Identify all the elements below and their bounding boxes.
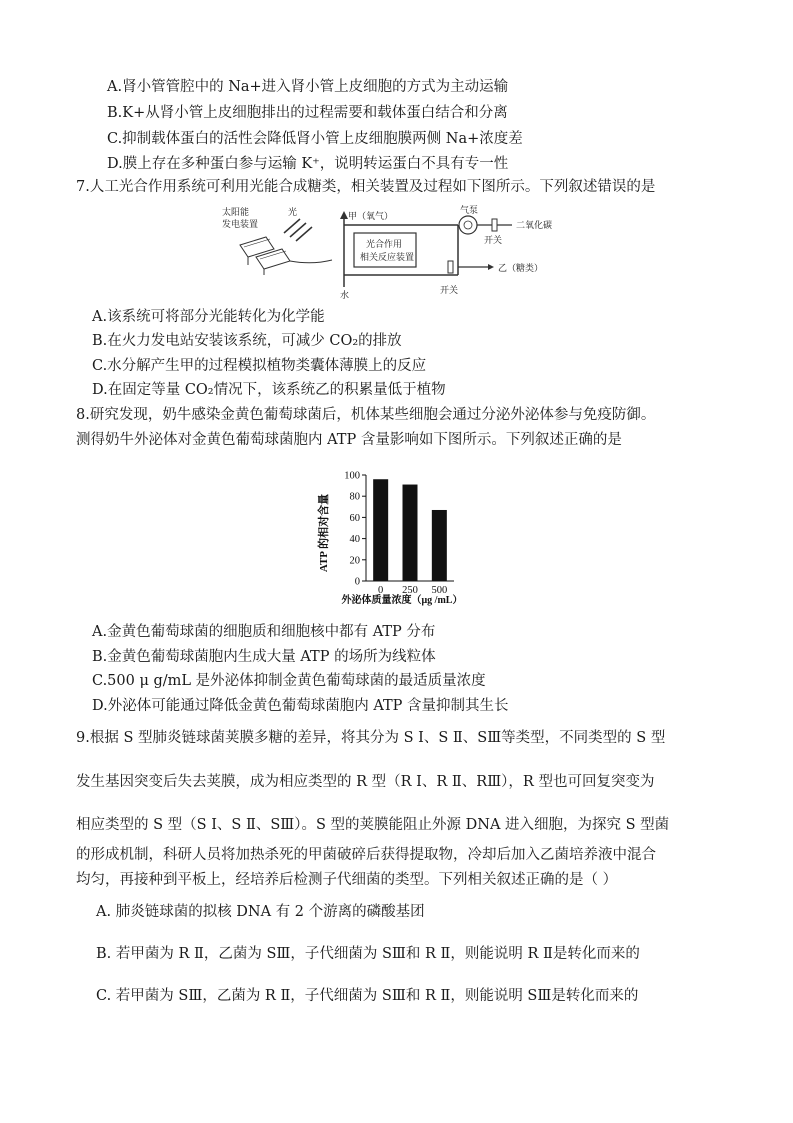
y-ticks xyxy=(344,471,366,588)
switch-top-icon xyxy=(492,219,497,231)
q8-option-d: D.外泌体可能通过降低金黄色葡萄球菌胞内 ATP 含量抑制其生长 xyxy=(92,698,509,714)
reaction-box-line-1: 光合作用 xyxy=(366,240,403,250)
switch-bottom-label: 开关 xyxy=(440,286,459,296)
q8-bar-chart xyxy=(314,463,484,608)
q6-option-d: D.膜上存在多种蛋白参与运输 K⁺，说明转运蛋白不具有专一性 xyxy=(107,156,509,172)
q9-option-a: A. 肺炎链球菌的拟核 DNA 有 2 个游离的磷酸基团 xyxy=(96,904,425,920)
water-label: 水 xyxy=(340,291,350,300)
q7-option-c: C.水分解产生甲的过程模拟植物类囊体薄膜上的反应 xyxy=(92,358,427,374)
bars xyxy=(373,479,447,581)
q9-stem-line-5: 均匀，再接种到平板上，经培养后检测子代细菌的类型。下列相关叙述正确的是（ ） xyxy=(76,872,618,888)
x-tick-label: 250 xyxy=(402,585,418,596)
q6-option-b: B.K+从肾小管上皮细胞排出的过程需要和载体蛋白结合和分离 xyxy=(107,105,508,121)
y-tick-label: 60 xyxy=(349,512,360,524)
bar-500 xyxy=(432,510,447,581)
x-tick-label: 0 xyxy=(378,585,384,596)
jia-oxygen-label: 甲（氧气） xyxy=(348,212,394,222)
solar-label-1: 太阳能 xyxy=(222,208,250,218)
q9-stem-line-3: 相应类型的 S 型（S Ⅰ、S Ⅱ、SⅢ）。S 型的荚膜能阻止外源 DNA 进入细胞，为探究 S 型菌 xyxy=(76,817,670,833)
co2-label: 二氧化碳 xyxy=(516,221,553,231)
y-axis-label: ATP 的相对含量 xyxy=(318,493,330,573)
q7-stem: 7.人工光合作用系统可利用光能合成糖类，相关装置及过程如下图所示。下列叙述错误的是 xyxy=(76,179,656,195)
y-tick-label: 20 xyxy=(349,555,360,567)
q8-stem-1: 8.研究发现，奶牛感染金黄色葡萄球菌后，机体某些细胞会通过分泌外泌体参与免疫防御。 xyxy=(76,407,656,423)
switch-top-label: 开关 xyxy=(484,236,503,246)
q9-stem-line-1: 9.根据 S 型肺炎链球菌荚膜多糖的差异，将其分为 S Ⅰ、S Ⅱ、SⅢ等类型，不同类型的 S 型 xyxy=(76,730,666,746)
y-tick-label: 100 xyxy=(344,470,360,482)
q9-option-c: C. 若甲菌为 SⅢ，乙菌为 R Ⅱ，子代细菌为 SⅢ和 R Ⅱ，则能说明 SⅢ是转化而来的 xyxy=(96,988,639,1004)
yi-sugar-label: 乙（糖类） xyxy=(498,264,544,274)
x-tick-label: 500 xyxy=(431,585,448,596)
y-tick-label: 40 xyxy=(349,534,360,546)
solar-panel-icon xyxy=(240,237,332,275)
q7-diagram xyxy=(222,205,572,300)
q7-option-a: A.该系统可将部分光能转化为化学能 xyxy=(92,309,325,325)
light-label: 光 xyxy=(288,208,298,218)
switch-bottom-icon xyxy=(448,261,453,273)
q8-option-b: B.金黄色葡萄球菌胞内生成大量 ATP 的场所为线粒体 xyxy=(92,649,436,665)
reaction-box-line-2: 相关反应装置 xyxy=(360,253,415,263)
q8-option-a: A.金黄色葡萄球菌的细胞质和细胞核中都有 ATP 分布 xyxy=(92,624,436,640)
gas-pump-icon xyxy=(459,216,477,234)
q9-stem-line-4: 的形成机制，科研人员将加热杀死的甲菌破碎后获得提取物，冷却后加入乙菌培养液中混合 xyxy=(76,847,656,863)
q8-stem-2: 测得奶牛外泌体对金黄色葡萄球菌胞内 ATP 含量影响如下图所示。下列叙述正确的是 xyxy=(76,432,622,448)
bar-0 xyxy=(373,479,388,581)
solar-label-2: 发电装置 xyxy=(222,220,259,230)
x-axis-label: 外泌体质量浓度（μg /mL） xyxy=(341,595,463,606)
q6-option-c: C.抑制载体蛋白的活性会降低肾小管上皮细胞膜两侧 Na+浓度差 xyxy=(107,131,523,147)
pump-label: 气泵 xyxy=(460,206,479,216)
y-tick-label: 0 xyxy=(354,576,360,588)
q7-option-b: B.在火力发电站安装该系统，可减少 CO₂的排放 xyxy=(92,333,402,349)
q9-option-b: B. 若甲菌为 R Ⅱ，乙菌为 SⅢ，子代细菌为 SⅢ和 R Ⅱ，则能说明 R Ⅱ是转化而来的 xyxy=(96,946,640,962)
q9-stem-line-2: 发生基因突变后失去荚膜，成为相应类型的 R 型（R Ⅰ、R Ⅱ、RⅢ），R 型也可回复突变为 xyxy=(76,774,655,790)
q8-option-c: C.500 μ g/mL 是外泌体抑制金黄色葡萄球菌的最适质量浓度 xyxy=(92,673,486,689)
q7-option-d: D.在固定等量 CO₂情况下，该系统乙的积累量低于植物 xyxy=(92,382,446,398)
bar-250 xyxy=(403,485,418,581)
y-tick-label: 80 xyxy=(349,491,360,503)
q6-option-a: A.肾小管管腔中的 Na+进入肾小管上皮细胞的方式为主动运输 xyxy=(107,79,509,95)
light-rays-icon xyxy=(284,219,312,241)
